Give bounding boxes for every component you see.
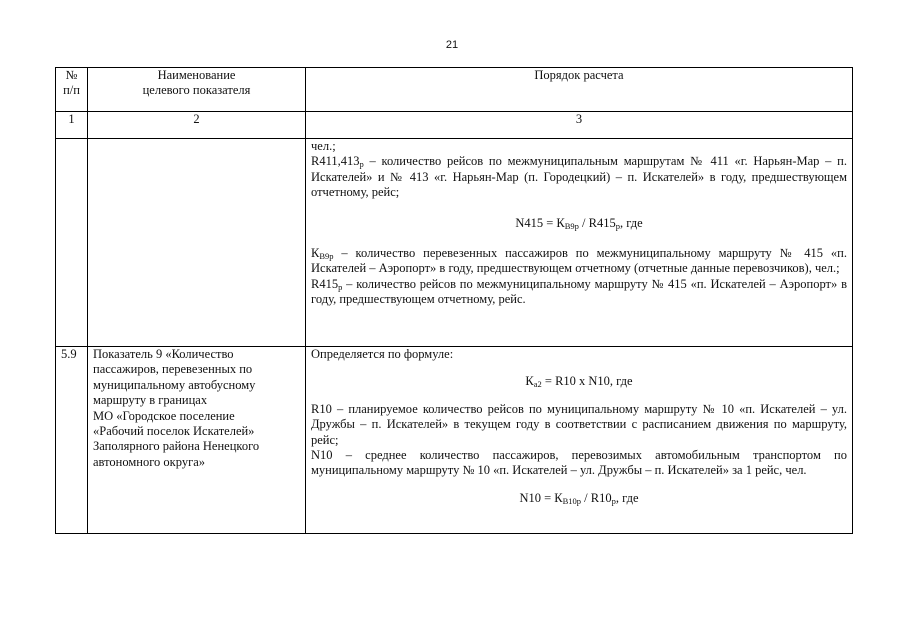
- calc-text: чел.;: [311, 139, 336, 153]
- formula-subscript: B9р: [564, 220, 579, 231]
- variable-name: R411,413: [311, 154, 360, 169]
- formula-part: / R10: [581, 490, 612, 505]
- numbering-col2: 2: [88, 112, 306, 139]
- calc-text: N10 – среднее количество пассажиров, перевозимых автомобильным транспортом по муниципальному маршруту № 10 «п. Искателей – ул. Дружбы – п. Искателей» за 1 рейс, чел.: [311, 448, 847, 478]
- formula-part: , где: [619, 215, 643, 230]
- variable-description: – количество рейсов по межмуниципальным маршрутам № 411 «г. Нарьян-Мар – п. Искателей» и № 413 «г. Нарьян-Мар (п. Городецкий) – п. Искателей» в году, предшествующем отчетному, рейс;: [311, 154, 847, 200]
- formula-part: N10 = К: [519, 490, 563, 505]
- variable-subscript: B9р: [319, 251, 334, 262]
- row-number: 5.9: [56, 347, 88, 534]
- formula-subscript: р: [611, 495, 616, 506]
- header-col-calculation: Порядок расчета: [306, 68, 853, 112]
- formula-subscript: B10р: [562, 495, 582, 506]
- continuation-number-cell: [56, 139, 88, 347]
- calculation-cell: [306, 347, 853, 534]
- calc-text: [311, 277, 847, 308]
- formula-part: , где: [615, 490, 639, 505]
- numbering-col1: 1: [56, 112, 88, 139]
- column-numbering-row: [56, 112, 853, 139]
- variable-name: К: [311, 246, 320, 261]
- variable-subscript: р: [359, 159, 364, 170]
- formula-part: / R415: [578, 215, 616, 230]
- numbering-col3: 3: [306, 112, 853, 139]
- table-row-5-9: [56, 347, 853, 534]
- continuation-name-cell: [88, 139, 306, 347]
- page-number: 21: [445, 39, 459, 51]
- formula-n10: [311, 491, 847, 506]
- table-header-row: [56, 68, 853, 112]
- table-row-continuation: [56, 139, 853, 347]
- variable-subscript: р: [338, 281, 343, 292]
- header-col-number: № п/п: [56, 68, 88, 112]
- formula-ka2: [311, 374, 847, 389]
- calc-text: [311, 246, 847, 277]
- continuation-calculation-cell: [306, 139, 853, 347]
- variable-description: – количество перевезенных пассажиров по межмуниципальному маршруту № 415 «п. Искателей – Аэропорт» в году, предшествующем отчетному (отчетные данные перевозчиков), чел.;: [311, 246, 847, 276]
- calc-intro: Определяется по формуле:: [311, 347, 454, 361]
- indicator-name: Показатель 9 «Количество пассажиров, перевезенных по муниципальному автобусному маршруту в границах МО «Городское поселение «Рабочий поселок Искателей» Заполярного района Ненецкого автономного округа»: [88, 347, 306, 534]
- formula-part: = R10 x N10, где: [541, 374, 633, 389]
- calc-text: R10 – планируемое количество рейсов по муниципальному маршруту № 10 «п. Искателей – ул. Дружбы – п. Искателей» в текущем году в соответствии с расписанием движения по маршруту, рейс;: [311, 401, 847, 447]
- formula-subscript: а2: [533, 379, 542, 390]
- formula-part: К: [525, 374, 534, 389]
- variable-name: R415: [311, 276, 339, 291]
- indicators-table: [55, 67, 853, 534]
- variable-description: – количество рейсов по межмуниципальному маршруту № 415 «п. Искателей – Аэропорт» в году, предшествующем отчетному, рейс.: [311, 276, 847, 307]
- header-col-indicator-name: Наименование целевого показателя: [88, 68, 306, 112]
- calc-text: [311, 154, 847, 200]
- formula-subscript: р: [615, 220, 620, 231]
- formula-n415: [311, 216, 847, 231]
- formula-part: N415 = К: [515, 215, 565, 230]
